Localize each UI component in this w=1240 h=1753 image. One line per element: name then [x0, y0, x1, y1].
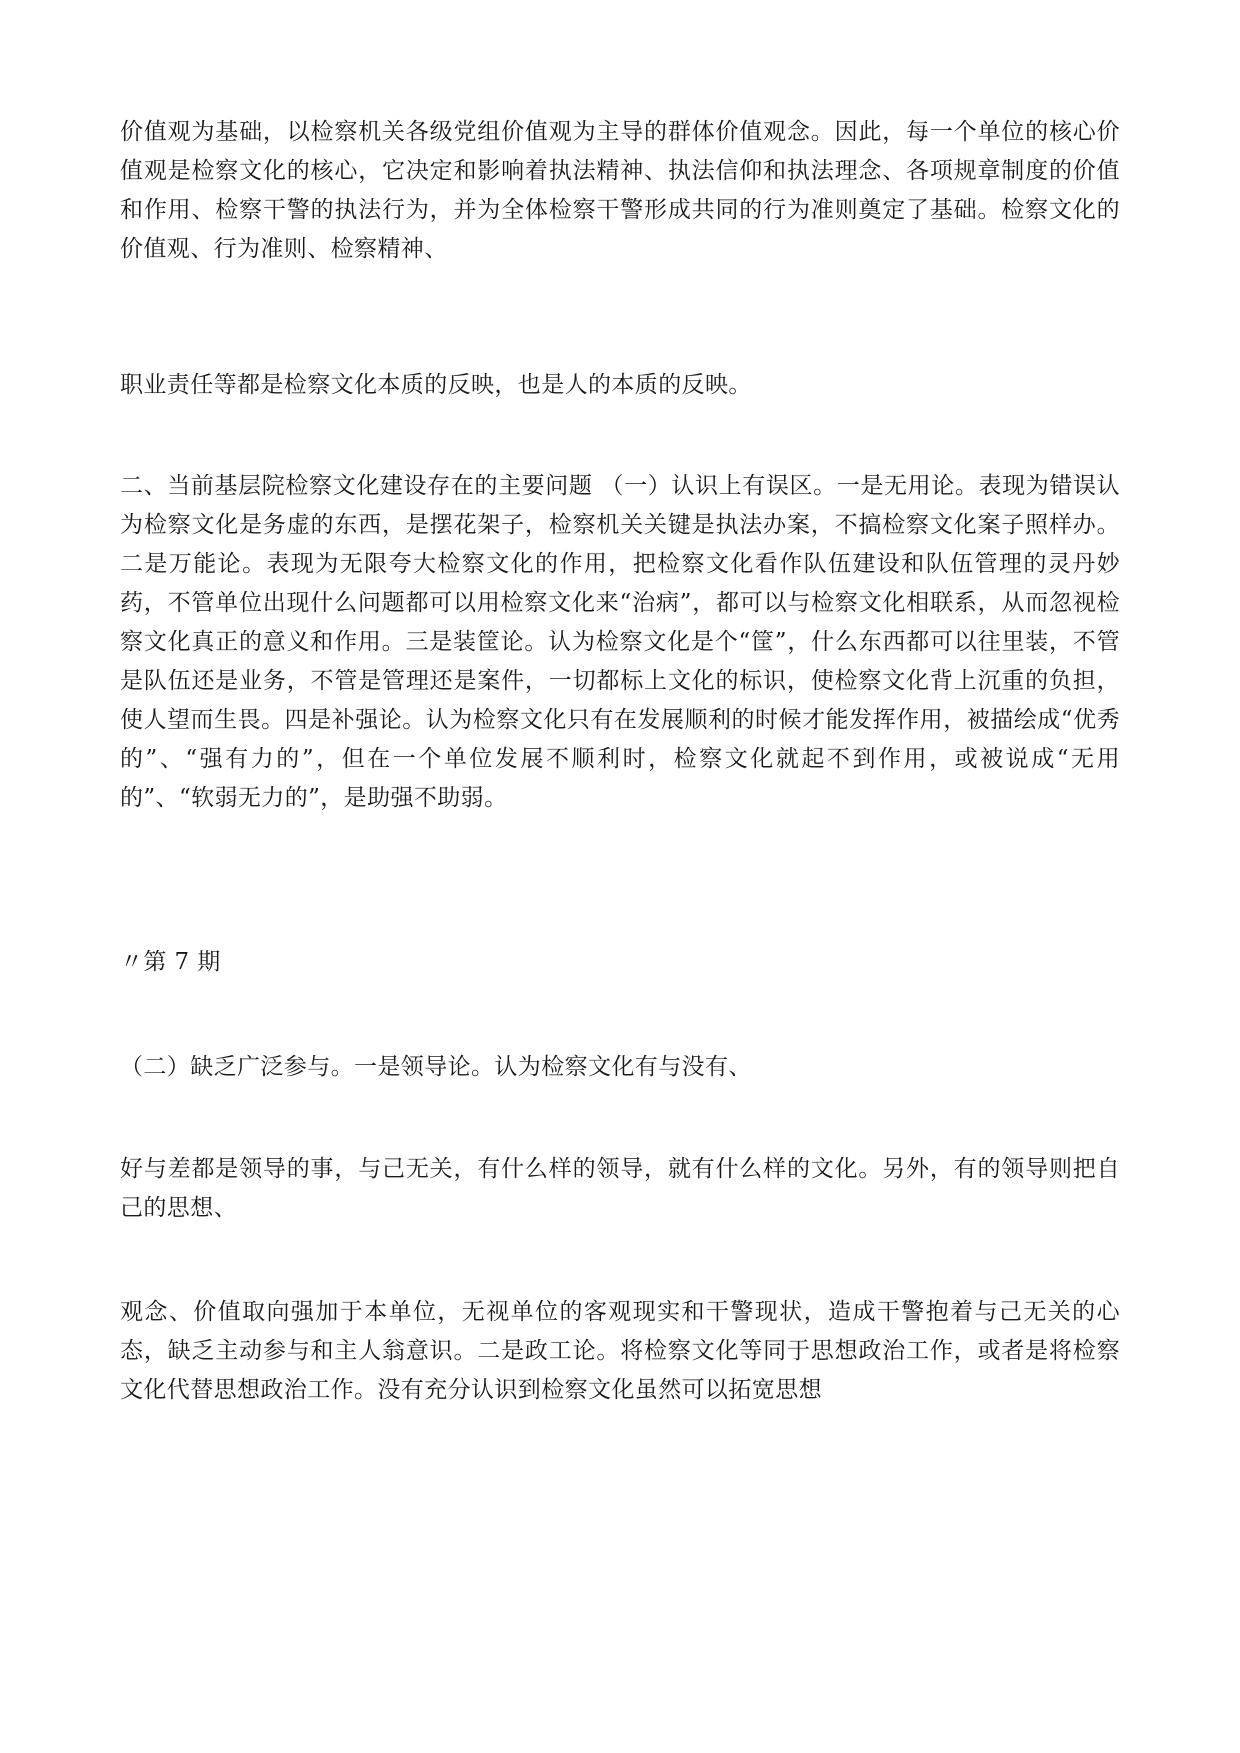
- body-paragraph: 职业责任等都是检察文化本质的反映，也是人的本质的反映。: [120, 372, 752, 398]
- issue-marker: 〃第 7 期: [120, 949, 221, 975]
- body-paragraph: 观念、价值取向强加于本单位，无视单位的客观现实和干警现状，造成干警抱着与己无关的心态，缺乏主动参与和主人翁意识。二是政工论。将检察文化等同于思想政治工作，或者是将检察文化代替思想政治工作。没有充分认识到检察文化虽然可以拓宽思想: [120, 1299, 1120, 1403]
- body-paragraph: 好与差都是领导的事，与己无关，有什么样的领导，就有什么样的文化。另外，有的领导则把自己的思想、: [120, 1156, 1120, 1221]
- body-paragraph: 价值观为基础，以检察机关各级党组价值观为主导的群体价值观念。因此，每一个单位的核心价值观是检察文化的核心，它决定和影响着执法精神、执法信仰和执法理念、各项规章制度的价值和作用、检察干警的执法行为，并为全体检察干警形成共同的行为准则奠定了基础。检察文化的价值观、行为准则、检察精神、: [120, 119, 1120, 262]
- section-paragraph: 二、当前基层院检察文化建设存在的主要问题 （一）认识上有误区。一是无用论。表现为错误认为检察文化是务虚的东西，是摆花架子，检察机关关键是执法办案，不搞检察文化案子照样办。二是万能论。表现为无限夸大检察文化的作用，把检察文化看作队伍建设和队伍管理的灵丹妙药，不管单位出现什么问题都可以用检察文化来“治病”，都可以与检察文化相联系，从而忽视检察文化真正的意义和作用。三是装筐论。认为检察文化是个“筐”，什么东西都可以往里装，不管是队伍还是业务，不管是管理还是案件，一切都标上文化的标识，使检察文化背上沉重的负担，使人望而生畏。四是补强论。认为检察文化只有在发展顺利的时候才能发挥作用，被描绘成“优秀的”、“强有力的”，但在一个单位发展不顺利时，检察文化就起不到作用，或被说成“无用的”、“软弱无力的”，是助强不助弱。: [120, 473, 1120, 811]
- body-paragraph: （二）缺乏广泛参与。一是领导论。认为检察文化有与没有、: [120, 1054, 752, 1080]
